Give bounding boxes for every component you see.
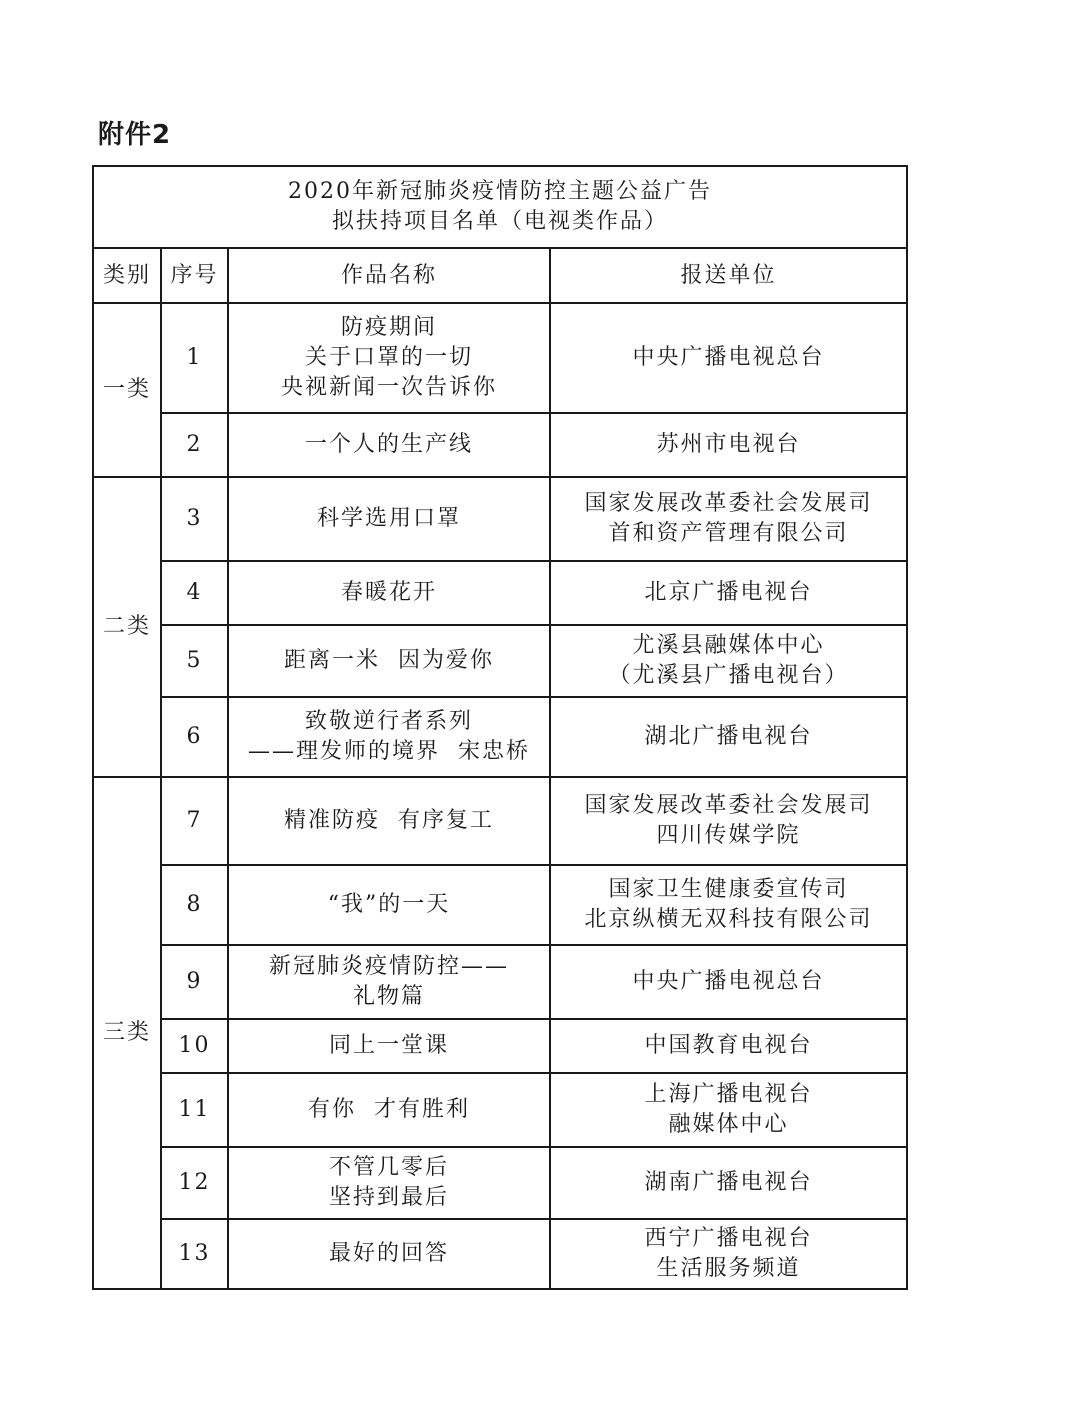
work-name-line: 礼物篇 xyxy=(352,984,425,1009)
work-name-line: 精准防疫 有序复工 xyxy=(284,808,494,833)
row-number: 7 xyxy=(161,777,228,865)
row-number: 2 xyxy=(161,413,228,477)
work-name-cell xyxy=(228,1219,550,1289)
header-work-name: 作品名称 xyxy=(228,248,550,303)
unit-line: 湖南广播电视台 xyxy=(644,1170,813,1195)
header-submitting-unit: 报送单位 xyxy=(550,248,907,303)
work-name-cell xyxy=(228,477,550,561)
category-second: 二类 xyxy=(93,477,161,777)
work-name-cell xyxy=(228,945,550,1019)
unit-line: 尤溪县融媒体中心 xyxy=(632,633,825,658)
row-number: 8 xyxy=(161,865,228,945)
work-name-cell xyxy=(228,697,550,777)
row-number: 13 xyxy=(161,1219,228,1289)
work-name-cell xyxy=(228,1073,550,1147)
work-name-cell xyxy=(228,777,550,865)
unit-line: 上海广播电视台 xyxy=(644,1082,813,1107)
table-title-line-2: 拟扶持项目名单（电视类作品） xyxy=(331,209,668,234)
work-name-line: ——理发师的境界 宋忠桥 xyxy=(248,739,530,764)
table-row xyxy=(93,625,907,697)
unit-line: 四川传媒学院 xyxy=(656,823,801,848)
header-number: 序号 xyxy=(161,248,228,303)
row-number: 6 xyxy=(161,697,228,777)
table-row xyxy=(93,1019,907,1073)
table-header-row xyxy=(93,248,907,303)
work-name-line: 科学选用口罩 xyxy=(316,506,461,531)
unit-cell xyxy=(550,477,907,561)
row-number: 10 xyxy=(161,1019,228,1073)
table-title-line-1: 2020年新冠肺炎疫情防控主题公益广告 xyxy=(288,179,712,204)
unit-line: 苏州市电视台 xyxy=(656,432,801,457)
unit-line: 首和资产管理有限公司 xyxy=(608,521,849,546)
unit-cell xyxy=(550,1147,907,1219)
work-name-line: 坚持到最后 xyxy=(328,1185,449,1210)
table-title xyxy=(93,166,907,248)
unit-cell xyxy=(550,303,907,413)
work-name-line: 新冠肺炎疫情防控—— xyxy=(268,954,509,979)
table-row xyxy=(93,561,907,625)
unit-line: 北京纵横无双科技有限公司 xyxy=(584,907,873,932)
row-number: 5 xyxy=(161,625,228,697)
work-name-line: 央视新闻一次告诉你 xyxy=(280,375,497,400)
unit-line: 中国教育电视台 xyxy=(644,1033,813,1058)
table-row xyxy=(93,777,907,865)
unit-line: 西宁广播电视台 xyxy=(644,1226,813,1251)
work-name-cell xyxy=(228,561,550,625)
table-row xyxy=(93,1219,907,1289)
table-title-row xyxy=(93,166,907,248)
table-row xyxy=(93,303,907,413)
work-name-cell xyxy=(228,303,550,413)
unit-cell xyxy=(550,561,907,625)
unit-cell xyxy=(550,413,907,477)
unit-cell xyxy=(550,777,907,865)
unit-line: （尤溪县广播电视台） xyxy=(608,663,849,688)
unit-line: 国家发展改革委社会发展司 xyxy=(584,793,873,818)
row-number: 11 xyxy=(161,1073,228,1147)
attachment-label: 附件2 xyxy=(98,120,172,150)
category-first: 一类 xyxy=(93,303,161,477)
work-name-line: “我”的一天 xyxy=(327,892,451,917)
unit-line: 国家卫生健康委宣传司 xyxy=(608,877,849,902)
row-number: 1 xyxy=(161,303,228,413)
work-name-cell xyxy=(228,1019,550,1073)
work-name-line: 致敬逆行者系列 xyxy=(304,709,473,734)
work-name-line: 不管几零后 xyxy=(328,1155,449,1180)
work-name-cell xyxy=(228,1147,550,1219)
row-number: 3 xyxy=(161,477,228,561)
unit-cell xyxy=(550,625,907,697)
unit-cell xyxy=(550,1073,907,1147)
unit-cell xyxy=(550,865,907,945)
work-name-line: 有你 才有胜利 xyxy=(308,1097,470,1122)
unit-cell xyxy=(550,697,907,777)
work-name-line: 防疫期间 xyxy=(340,315,437,340)
unit-line: 中央广播电视总台 xyxy=(632,969,825,994)
unit-cell xyxy=(550,1219,907,1289)
unit-line: 北京广播电视台 xyxy=(644,580,813,605)
row-number: 4 xyxy=(161,561,228,625)
unit-line: 生活服务频道 xyxy=(656,1256,801,1281)
unit-line: 湖北广播电视台 xyxy=(644,724,813,749)
table-row xyxy=(93,697,907,777)
work-name-line: 最好的回答 xyxy=(328,1241,449,1266)
unit-line: 中央广播电视总台 xyxy=(632,345,825,370)
work-name-line: 距离一米 因为爱你 xyxy=(284,648,494,673)
category-third: 三类 xyxy=(93,777,161,1289)
work-name-cell xyxy=(228,865,550,945)
table-row xyxy=(93,1147,907,1219)
table-row xyxy=(93,1073,907,1147)
row-number: 9 xyxy=(161,945,228,1019)
work-name-line: 一个人的生产线 xyxy=(304,432,473,457)
unit-line: 国家发展改革委社会发展司 xyxy=(584,491,873,516)
unit-line: 融媒体中心 xyxy=(668,1112,789,1137)
work-name-line: 同上一堂课 xyxy=(328,1033,449,1058)
work-name-cell xyxy=(228,413,550,477)
table-row xyxy=(93,477,907,561)
unit-cell xyxy=(550,945,907,1019)
work-name-line: 春暖花开 xyxy=(340,580,437,605)
table-row xyxy=(93,865,907,945)
unit-cell xyxy=(550,1019,907,1073)
work-name-line: 关于口罩的一切 xyxy=(304,345,473,370)
table-row xyxy=(93,945,907,1019)
row-number: 12 xyxy=(161,1147,228,1219)
header-category: 类别 xyxy=(93,248,161,303)
table-row xyxy=(93,413,907,477)
work-name-cell xyxy=(228,625,550,697)
project-list-table xyxy=(92,165,908,1290)
